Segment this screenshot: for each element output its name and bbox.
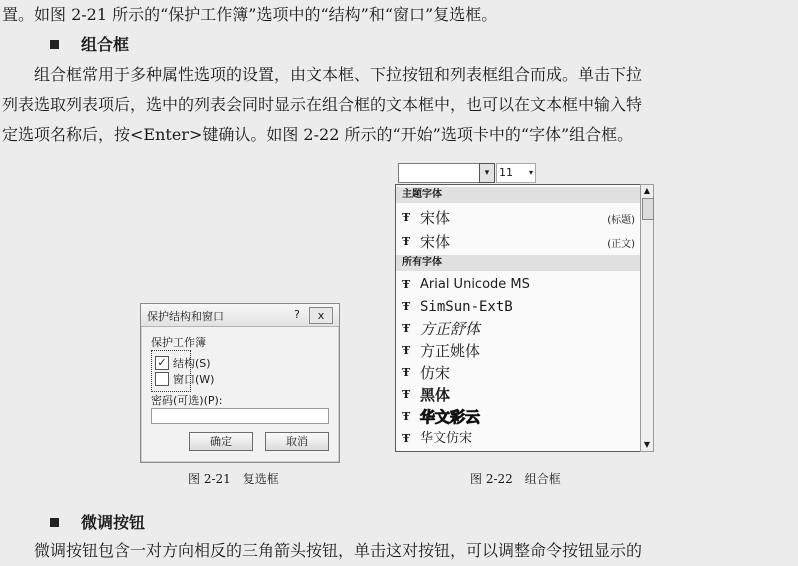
- font-list-scrollbar[interactable]: [640, 184, 654, 452]
- font-name: 方正姚体: [420, 342, 481, 360]
- chevron-down-icon[interactable]: ▾: [528, 168, 533, 177]
- paragraph-line: 组合框常用于多种属性选项的设置，由文本框、下拉按钮和列表框组合而成。单击下拉: [34, 65, 643, 84]
- font-list-item[interactable]: [396, 384, 641, 406]
- cancel-button[interactable]: 取消: [265, 432, 329, 451]
- truetype-font-icon: Ŧ: [402, 235, 411, 248]
- dialog-title: 保护结构和窗口: [147, 310, 224, 323]
- all-fonts-section: [396, 255, 641, 271]
- font-name: Arial Unicode MS: [420, 277, 530, 292]
- font-name: 黑体: [420, 386, 451, 404]
- font-size-value: 11: [499, 166, 513, 179]
- font-dropdown-list: [395, 184, 642, 452]
- font-name-input[interactable]: [398, 163, 480, 183]
- bullet-square-icon: [50, 518, 59, 527]
- help-button[interactable]: ?: [294, 308, 300, 321]
- font-size-combo[interactable]: [496, 163, 536, 183]
- protect-structure-window-dialog: [140, 303, 340, 463]
- password-label: 密码(可选)(P):: [151, 394, 223, 407]
- scroll-up-arrow-icon[interactable]: ▲: [643, 186, 651, 195]
- font-list-item[interactable]: [396, 362, 641, 384]
- ok-button[interactable]: 确定: [189, 432, 253, 451]
- font-role-tag: (正文): [607, 239, 635, 250]
- font-name: 宋体: [420, 233, 451, 251]
- font-list-item[interactable]: [396, 274, 641, 296]
- scroll-thumb[interactable]: [642, 198, 654, 220]
- paragraph-line: 列表选取列表项后，选中的列表会同时显示在组合框的文本框中，也可以在文本框中输入特: [2, 95, 643, 114]
- dialog-titlebar: [141, 304, 339, 327]
- font-list-item[interactable]: [396, 296, 641, 318]
- structure-checkbox[interactable]: ✓: [155, 356, 169, 370]
- font-name: 方正舒体: [420, 320, 481, 338]
- font-name: 华文仿宋: [420, 431, 473, 446]
- font-name: 宋体: [420, 209, 451, 227]
- font-list-item[interactable]: [396, 318, 641, 340]
- figure-caption-2-21: 图 2-21 复选框: [188, 472, 279, 486]
- truetype-font-icon: Ŧ: [402, 366, 411, 379]
- heading-combo-box-label: 组合框: [81, 35, 130, 54]
- heading-combo-box: [50, 34, 129, 56]
- font-list-item[interactable]: [396, 340, 641, 362]
- truetype-font-icon: Ŧ: [402, 278, 411, 291]
- truetype-font-icon: Ŧ: [402, 344, 411, 357]
- paragraph-line: 定选项名称后，按<Enter>键确认。如图 2-22 所示的“开始”选项卡中的“字体”组合框。: [2, 125, 634, 144]
- truetype-font-icon: Ŧ: [402, 300, 411, 313]
- truetype-font-icon: Ŧ: [402, 410, 411, 423]
- font-list-item[interactable]: [396, 406, 641, 428]
- theme-fonts-section: [396, 187, 641, 203]
- theme-fonts-section-label: 主题字体: [402, 189, 442, 200]
- font-dropdown-button[interactable]: ▾: [479, 163, 495, 183]
- password-input[interactable]: [151, 408, 329, 424]
- paragraph-line: 微调按钮包含一对方向相反的三角箭头按钮，单击这对按钮，可以调整命令按钮显示的: [34, 541, 643, 560]
- truetype-font-icon: Ŧ: [402, 211, 411, 224]
- bullet-square-icon: [50, 40, 59, 49]
- truetype-font-icon: Ŧ: [402, 388, 411, 401]
- font-name: 华文彩云: [420, 408, 481, 426]
- window-checkbox-label: 窗口(W): [173, 373, 215, 386]
- font-name: SimSun-ExtB: [420, 299, 513, 315]
- window-checkbox[interactable]: [155, 372, 169, 386]
- truetype-font-icon: Ŧ: [402, 432, 411, 445]
- font-role-tag: (标题): [607, 215, 635, 226]
- font-name: 仿宋: [420, 364, 451, 382]
- scroll-down-arrow-icon[interactable]: ▼: [643, 440, 651, 449]
- heading-spin-button: [50, 512, 145, 534]
- font-list-item[interactable]: [396, 207, 641, 229]
- protect-workbook-group-label: 保护工作簿: [151, 336, 206, 349]
- close-button[interactable]: x: [309, 307, 333, 324]
- truetype-font-icon: Ŧ: [402, 322, 411, 335]
- structure-checkbox-label: 结构(S): [173, 357, 211, 370]
- font-list-item[interactable]: [396, 231, 641, 253]
- heading-spin-button-label: 微调按钮: [81, 513, 146, 532]
- font-list-item[interactable]: [396, 428, 641, 450]
- all-fonts-section-label: 所有字体: [402, 257, 442, 268]
- text-line-1: 置。如图 2-21 所示的“保护工作簿”选项中的“结构”和“窗口”复选框。: [2, 5, 498, 24]
- figure-caption-2-22: 图 2-22 组合框: [470, 472, 561, 486]
